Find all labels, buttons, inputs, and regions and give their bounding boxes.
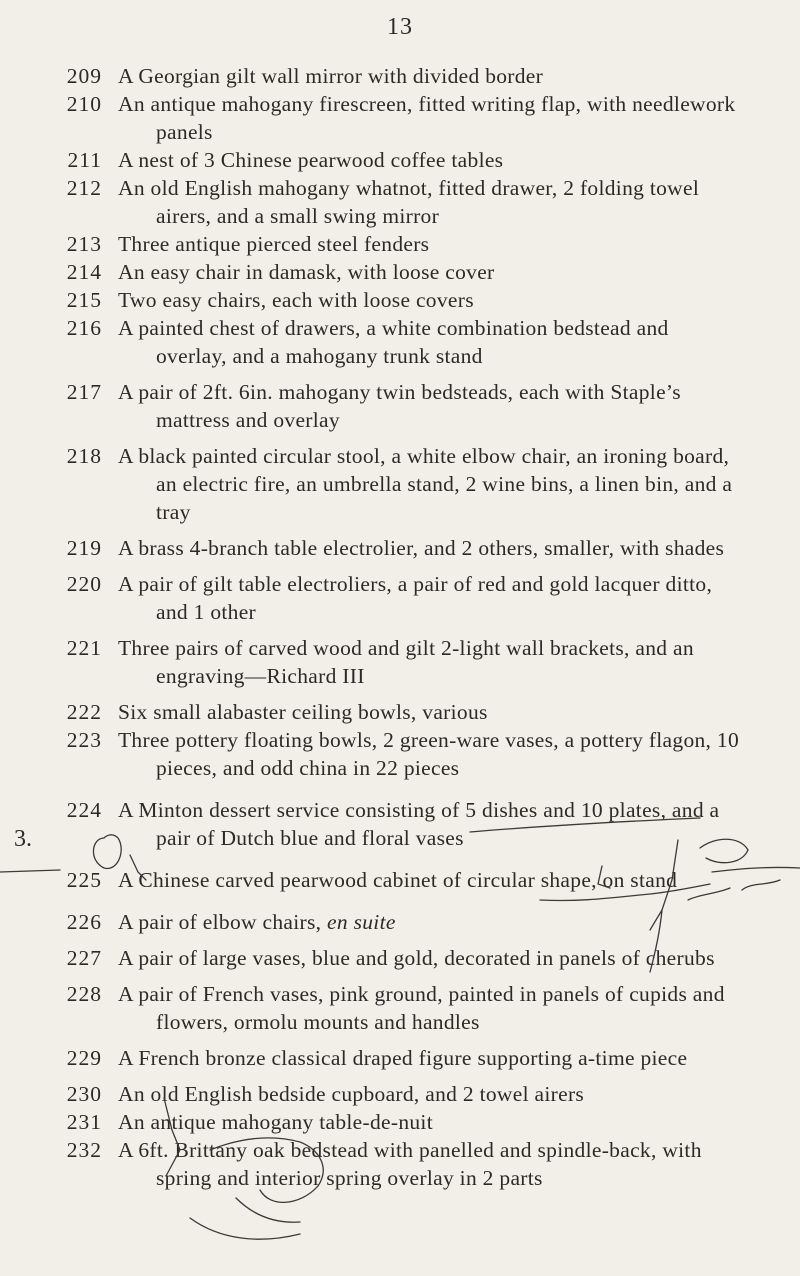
lot-entry	[0, 174, 800, 230]
lot-description: A Chinese carved pearwood cabinet of circular shape, on stand	[118, 868, 678, 892]
lot-description: A Minton dessert service consisting of 5 dishes and 10 plates, and a pair of Dutch blue and floral vases	[118, 798, 720, 850]
lot-entry	[0, 230, 800, 258]
lot-number: 214	[66, 260, 102, 284]
lot-entry	[0, 796, 800, 852]
lot-entry	[0, 634, 800, 690]
lot-description: Three antique pierced steel fenders	[118, 232, 430, 256]
lot-entry	[0, 698, 800, 726]
lot-number: 224	[66, 798, 102, 822]
lot-entry	[0, 62, 800, 90]
lot-description: A Georgian gilt wall mirror with divided border	[118, 64, 544, 88]
lot-description: An old English bedside cupboard, and 2 towel airers	[118, 1082, 585, 1106]
lot-entry	[0, 726, 800, 782]
lot-number: 215	[66, 288, 102, 312]
lot-entry	[0, 1108, 800, 1136]
lot-description: Six small alabaster ceiling bowls, various	[118, 700, 488, 724]
lot-entry	[0, 1136, 800, 1192]
lot-number: 213	[66, 232, 102, 256]
lot-entry	[0, 378, 800, 434]
lot-entry	[0, 534, 800, 562]
lot-entry	[0, 908, 800, 936]
lot-description: A pair of large vases, blue and gold, decorated in panels of cherubs	[118, 946, 715, 970]
lot-description: A painted chest of drawers, a white combination bedstead and overlay, and a mahogany trunk stand	[118, 316, 669, 368]
lot-description: An old English mahogany whatnot, fitted drawer, 2 folding towel airers, and a small swing mirror	[118, 176, 700, 228]
lot-description-main: A pair of elbow chairs,	[118, 910, 328, 934]
lot-description: Three pottery floating bowls, 2 green-ware vases, a pottery flagon, 10 pieces, and odd china in 22 pieces	[118, 728, 740, 780]
lot-entry	[0, 442, 800, 526]
lot-list	[0, 62, 800, 1192]
lot-number: 212	[66, 176, 102, 200]
lot-description: A pair of French vases, pink ground, painted in panels of cupids and flowers, ormolu mounts and handles	[118, 982, 725, 1034]
lot-number: 209	[66, 64, 102, 88]
lot-number: 223	[66, 728, 102, 752]
lot-description: A French bronze classical draped figure supporting a-time piece	[118, 1046, 688, 1070]
lot-entry	[0, 258, 800, 286]
lot-number: 211	[67, 148, 102, 172]
lot-number: 226	[66, 910, 102, 934]
lot-description: Three pairs of carved wood and gilt 2-light wall brackets, and an engraving—Richard III	[118, 636, 694, 688]
lot-entry	[0, 1080, 800, 1108]
lot-number: 228	[66, 982, 102, 1006]
margin-annotation: 3.	[14, 826, 32, 852]
lot-number: 219	[66, 536, 102, 560]
lot-description: A pair of 2ft. 6in. mahogany twin bedsteads, each with Staple’s mattress and overlay	[118, 380, 681, 432]
lot-number: 216	[66, 316, 102, 340]
lot-description: A 6ft. Brittany oak bedstead with panelled and spindle-back, with spring and interior spring overlay in 2 parts	[118, 1138, 702, 1190]
lot-description-italic: en suite	[327, 910, 396, 934]
lot-number: 225	[66, 868, 102, 892]
lot-number: 218	[66, 444, 102, 468]
lot-entry	[0, 866, 800, 894]
lot-number: 222	[66, 700, 102, 724]
lot-entry	[0, 90, 800, 146]
lot-description: A pair of gilt table electroliers, a pair of red and gold lacquer ditto, and 1 other	[118, 572, 713, 624]
lot-number: 230	[66, 1082, 102, 1106]
lot-description: An antique mahogany firescreen, fitted writing flap, with needlework panels	[118, 92, 736, 144]
lot-description: A black painted circular stool, a white elbow chair, an ironing board, an electric fire, an umbrella stand, 2 wine bins, a linen bin, and a tray	[118, 444, 733, 524]
lot-entry	[0, 1044, 800, 1072]
lot-number: 231	[66, 1110, 102, 1134]
lot-number: 217	[66, 380, 102, 404]
lot-number: 229	[66, 1046, 102, 1070]
lot-number: 210	[66, 92, 102, 116]
lot-description: An antique mahogany table-de-nuit	[118, 1110, 433, 1134]
lot-number: 220	[66, 572, 102, 596]
lot-entry	[0, 314, 800, 370]
lot-entry	[0, 570, 800, 626]
lot-description: A brass 4-branch table electrolier, and 2 others, smaller, with shades	[118, 536, 725, 560]
page-number: 13	[387, 14, 413, 40]
lot-entry	[0, 980, 800, 1036]
lot-number: 232	[66, 1138, 102, 1162]
lot-number: 221	[66, 636, 102, 660]
lot-entry	[0, 944, 800, 972]
lot-number: 227	[66, 946, 102, 970]
lot-description: An easy chair in damask, with loose cover	[118, 260, 495, 284]
lot-description	[118, 908, 758, 936]
lot-entry	[0, 286, 800, 314]
lot-description: Two easy chairs, each with loose covers	[118, 288, 474, 312]
lot-description: A nest of 3 Chinese pearwood coffee tables	[118, 148, 504, 172]
lot-entry	[0, 146, 800, 174]
